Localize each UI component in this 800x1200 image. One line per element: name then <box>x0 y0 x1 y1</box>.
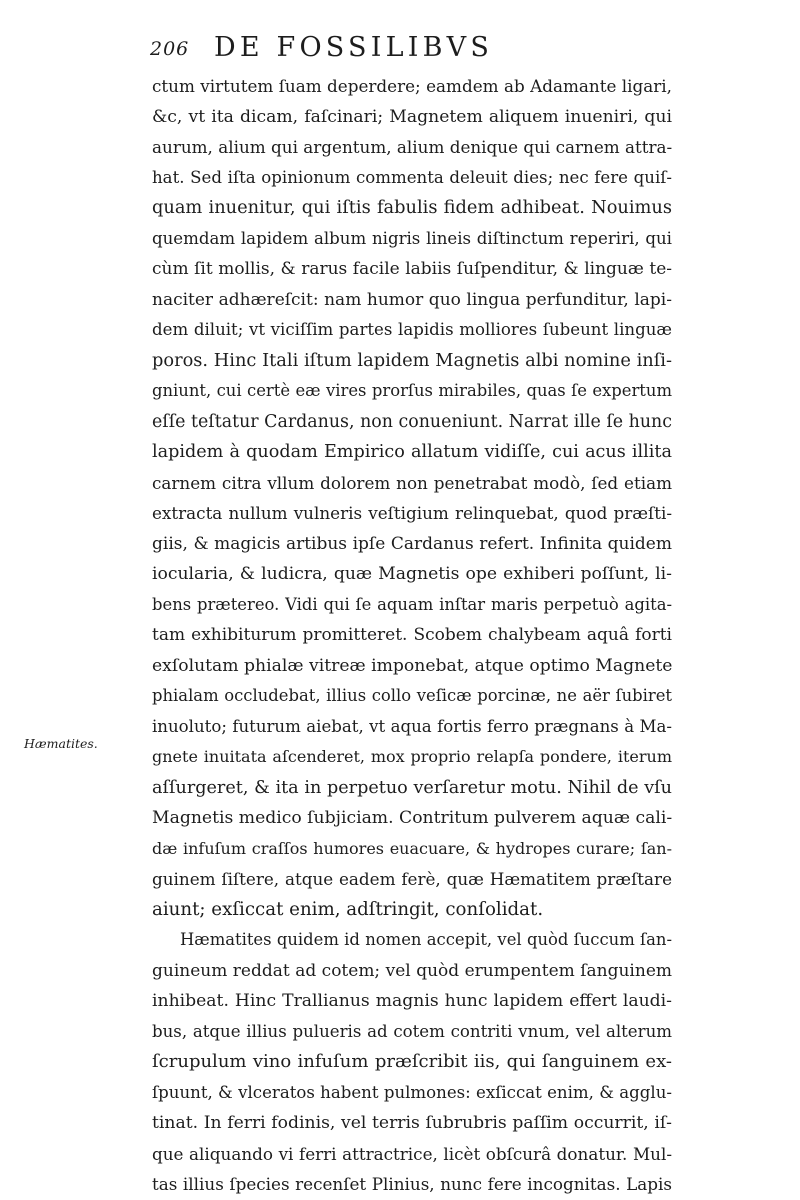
text-line: tas illius ſpecies recenſet Plinius, nunc fere incognitas. Lapis <box>152 1174 672 1194</box>
text-line: aurum, alium qui argentum, alium denique qui carnem attra- <box>152 137 673 157</box>
text-line: &c, vt ita dicam, faſcinari; Magnetem aliquem inueniri, qui <box>152 106 672 127</box>
body-text <box>152 71 672 1200</box>
text-line: inuoluto; futurum aiebat, vt aqua fortis ferro prægnans à Ma- <box>152 716 672 736</box>
text-line: gniunt, cui certè eæ vires prorſus mirabiles, quas ſe expertum <box>152 381 672 400</box>
text-line: exſolutam phialæ vitreæ imponebat, atque optimo Magnete <box>152 655 673 676</box>
text-line: bens prætereo. Vidi qui ſe aquam inſtar maris perpetuò agita- <box>152 594 672 614</box>
text-line: iocularia, & ludicra, quæ Magnetis ope exhiberi poſſunt, li- <box>152 564 672 584</box>
text-line: quam inuenitur, qui iſtis fabulis fidem adhibeat. Nouimus <box>152 197 672 218</box>
text-line: phialam occludebat, illius collo veſicæ porcinæ, ne aër ſubiret <box>152 686 672 705</box>
text-line: hat. Sed iſta opinionum commenta deleuit dies; nec fere quiſ- <box>152 167 672 187</box>
text-line: inhibeat. Hinc Trallianus magnis hunc lapidem effert laudi- <box>152 991 672 1011</box>
text-line: aiunt; exſiccat enim, adſtringit, conſolidat. <box>152 898 544 920</box>
text-line: Hæmatites quidem id nomen accepit, vel quòd ſuccum ſan- <box>180 930 672 949</box>
text-line: lapidem à quodam Empirico allatum vidiſſe, cui acus illita <box>152 442 672 462</box>
text-line: guineum reddat ad cotem; vel quòd erumpentem ſanguinem <box>152 960 672 981</box>
text-line: cùm ſit mollis, & rarus facile labiis ſuſpenditur, & linguæ te- <box>152 259 672 279</box>
text-line: ctum virtutem ſuam deperdere; eamdem ab Adamante ligari, <box>152 76 672 96</box>
page-header <box>150 30 650 70</box>
text-line: giis, & magicis artibus ipſe Cardanus refert. Infinita quidem <box>152 533 672 554</box>
text-line: guinem ſiſtere, atque eadem ferè, quæ Hæmatitem præſtare <box>152 869 672 889</box>
text-line: dæ infuſum craſſos humores euacuare, & hydropes curare; ſan- <box>152 838 672 858</box>
running-head: DE FOSSILIBVS <box>214 32 494 63</box>
text-line: naciter adhæreſcit: nam humor quo lingua perfunditur, lapi- <box>152 289 672 310</box>
text-line: carnem citra vllum dolorem non penetrabat modò, ſed etiam <box>152 472 672 493</box>
text-line: poros. Hinc Itali iſtum lapidem Magnetis albi nomine inſi- <box>152 349 672 371</box>
text-line: aſſurgeret, & ita in perpetuo verſaretur motu. Nihil de vſu <box>152 777 672 798</box>
text-line: extracta nullum vulneris veſtigium relinquebat, quod præſti- <box>152 503 672 523</box>
text-line: gnete inuitata aſcenderet, mox proprio relapſa pondere, iterum <box>152 747 672 766</box>
text-line: tinat. In ferri fodinis, vel terris ſubrubris paſſim occurrit, iſ- <box>152 1113 672 1133</box>
text-line: tam exhibiturum promitteret. Scobem chalybeam aquâ forti <box>152 625 672 645</box>
text-line: ſcrupulum vino infuſum præſcribit iis, qui ſanguinem ex- <box>152 1051 672 1072</box>
text-line: que aliquando vi ferri attractrice, licèt obſcurâ donatur. Mul- <box>152 1143 672 1164</box>
text-line: Magnetis medico ſubjiciam. Contritum pulverem aquæ cali- <box>152 808 673 828</box>
text-line: bus, atque illius pulueris ad cotem contriti vnum, vel alterum <box>152 1021 672 1041</box>
text-line: ſpuunt, & vlceratos habent pulmones: exſiccat enim, & agglu- <box>152 1082 672 1102</box>
page-number: 206 <box>150 38 190 60</box>
text-line: dem diluit; vt viciſſim partes lapidis molliores ſubeunt linguæ <box>152 320 672 339</box>
margin-note: Hæmatites. <box>24 736 98 751</box>
text-line: eſſe teſtatur Cardanus, non conueniunt. Narrat ille ſe hunc <box>152 411 672 432</box>
text-line: quemdam lapidem album nigris lineis diſtinctum reperiri, qui <box>152 228 672 248</box>
